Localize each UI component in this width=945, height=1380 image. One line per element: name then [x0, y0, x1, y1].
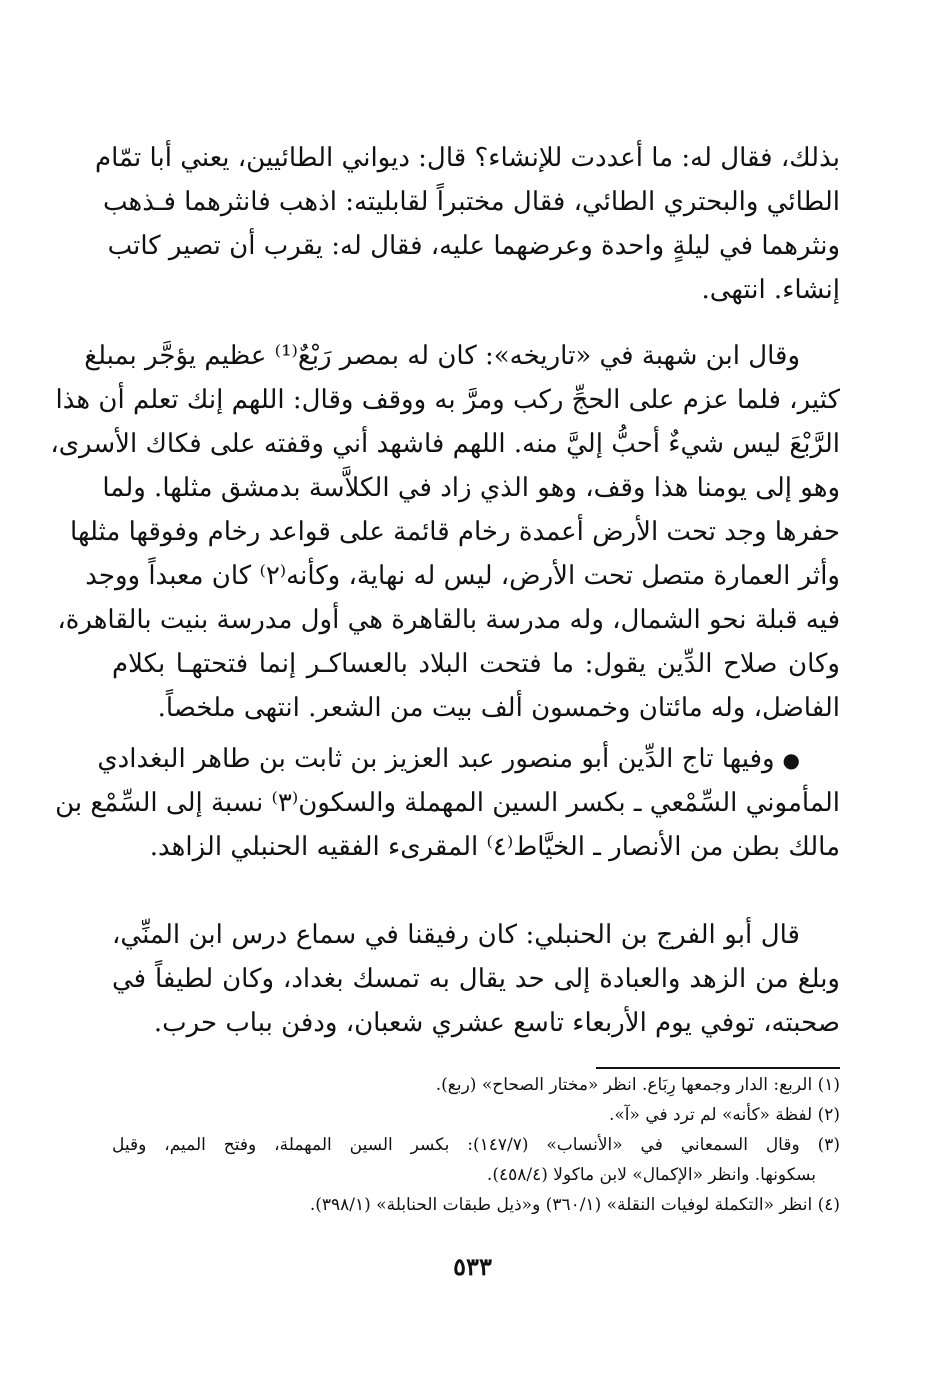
text-line: المأموني السِّمْعي ـ بكسر السين المهملة والسكون⁽٣⁾ نسبة إلى السِّمْع بن [55, 788, 840, 818]
text-line: مالك بطن من الأنصار ـ الخيَّاط⁽٤⁾ المقرىء الفقيه الحنبلي الزاهد. [149, 832, 840, 862]
text-line: قال أبو الفرج بن الحنبلي: كان رفيقنا في سماع درس ابن المنِّي، [112, 920, 800, 950]
paragraph-4 [112, 913, 840, 1045]
text-line: الطائي والبحتري الطائي، فقال مختبراً لقابليته: اذهب فانثرهما فـذهب [102, 187, 840, 217]
text-line: وكان صلاح الدِّين يقول: ما فتحت البلاد بالعساكـر إنما فتحتهـا بكلام [112, 649, 840, 679]
text-line: فيه قبلة نحو الشمال، وله مدرسة بالقاهرة هي أول مدرسة بنيت بالقاهرة، [57, 605, 840, 635]
footnote: (١) الربع: الدار وجمعها رِبَاع. انظر «مختار الصحاح» (ربع). [435, 1075, 840, 1095]
paragraph-1 [95, 136, 840, 312]
text-line: إنشاء. انتهى. [701, 275, 840, 305]
text-line [97, 737, 840, 781]
text-line: وأثر العمارة متصل تحت الأرض، ليس له نهاية، وكأنه⁽٢⁾ كان معبداً ووجد [85, 561, 840, 591]
text-line: الرَّبْعَ ليس شيءٌ أحبُّ إليَّ منه. اللهم فاشهد أني وقفته على فكاك الأسرى، [50, 429, 840, 459]
text-line: ونثرهما في ليلةٍ واحدة وعرضهما عليه، فقال له: يقرب أن تصير كاتب [107, 231, 840, 261]
footnote-separator [596, 1067, 840, 1069]
footnote: (٣) وقال السمعاني في «الأنساب» (١٤٧/٧): بكسر السين المهملة، وفتح الميم، وقيل [112, 1135, 840, 1155]
text-line: وقال ابن شهبة في «تاريخه»: كان له بمصر رَبْعٌ⁽¹⁾ عظيم يؤجَّر بمبلغ [84, 341, 800, 371]
text-line: الفاضل، وله مائتان وخمسون ألف بيت من الشعر. انتهى ملخصاً. [157, 693, 840, 723]
text-line: بذلك، فقال له: ما أعددت للإنشاء؟ قال: ديواني الطائيين، يعني أبا تمّام [95, 143, 840, 173]
bullet-icon [775, 744, 800, 774]
text-line: صحبته، توفي يوم الأربعاء تاسع عشري شعبان، ودفن بباب حرب. [153, 1008, 840, 1038]
text-line: وهو إلى يومنا هذا وقف، وهو الذي زاد في الكلاَّسة بدمشق مثلها. ولما [102, 473, 840, 503]
text-line: كثير، فلما عزم على الحجِّ ركب ومرَّ به ووقف وقال: اللهم إنك تعلم أن هذا [55, 385, 840, 415]
footnote: (٤) انظر «التكملة لوفيات النقلة» (٣٦٠/١) و«ذيل طبقات الحنابلة» (٣٩٨/١). [309, 1195, 840, 1215]
paragraph-3 [55, 737, 840, 869]
text-line: حفرها وجد تحت الأرض أعمدة رخام قائمة على قواعد رخام وفوقها مثلها [70, 517, 840, 547]
footnote: (٢) لفظة «كأنه» لم ترد في «آ». [609, 1105, 840, 1125]
text-line: وبلغ من الزهد والعبادة إلى حد يقال به تمسك بغداد، وكان لطيفاً في [112, 964, 840, 994]
text-line-content: وفيها تاج الدِّين أبو منصور عبد العزيز بن ثابت بن طاهر البغدادي [97, 744, 775, 774]
footnotes [112, 1070, 840, 1220]
paragraph-2 [50, 334, 840, 730]
footnote-continuation: بسكونها. وانظر «الإكمال» لابن ماكولا (٤٥٨/٤). [486, 1165, 816, 1185]
page-number: ٥٣٣ [453, 1252, 492, 1281]
